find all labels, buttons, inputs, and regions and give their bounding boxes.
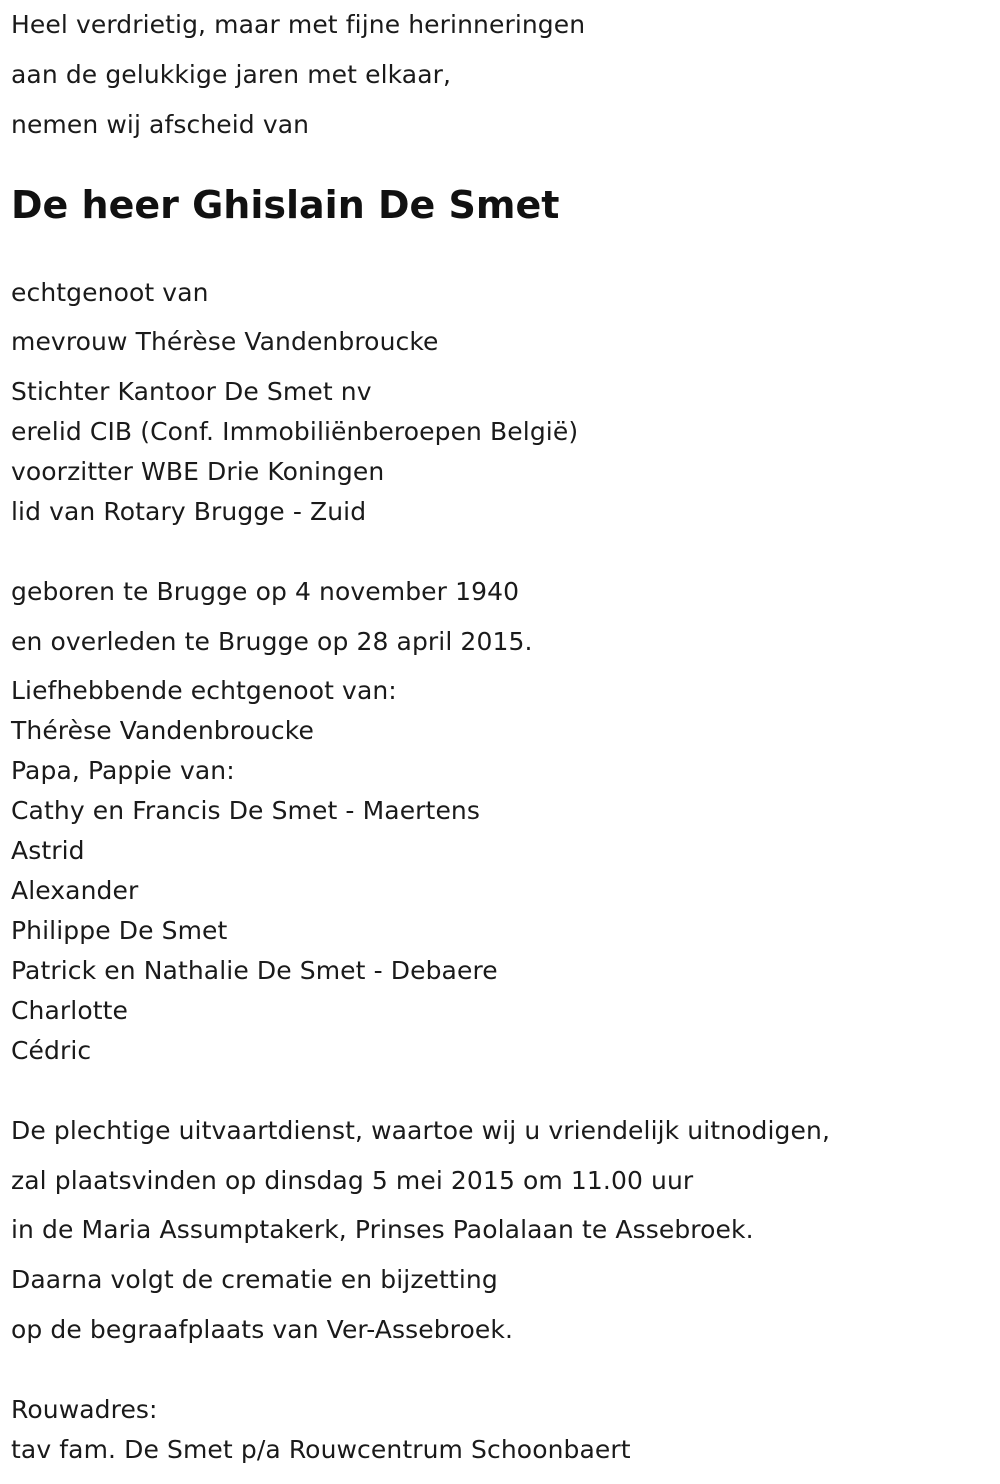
deceased-name: De heer Ghislain De Smet bbox=[11, 183, 560, 227]
family-line: Astrid bbox=[11, 836, 85, 865]
title-line: Stichter Kantoor De Smet nv bbox=[11, 377, 372, 406]
family-line: Patrick en Nathalie De Smet - Debaere bbox=[11, 956, 498, 985]
address-label: Rouwadres: bbox=[11, 1395, 158, 1424]
intro-line: Heel verdrietig, maar met fijne herinneringen bbox=[11, 10, 586, 39]
spouse-line: echtgenoot van bbox=[11, 278, 209, 307]
family-line: Papa, Pappie van: bbox=[11, 756, 235, 785]
service-line: Daarna volgt de crematie en bijzetting bbox=[11, 1265, 498, 1294]
family-line: Cédric bbox=[11, 1036, 92, 1065]
family-line: Philippe De Smet bbox=[11, 916, 228, 945]
intro-line: nemen wij afscheid van bbox=[11, 110, 310, 139]
death-line: en overleden te Brugge op 28 april 2015. bbox=[11, 627, 533, 656]
address-line: tav fam. De Smet p/a Rouwcentrum Schoonbaert bbox=[11, 1435, 631, 1464]
spouse-line: mevrouw Thérèse Vandenbroucke bbox=[11, 327, 439, 356]
family-line: Liefhebbende echtgenoot van: bbox=[11, 676, 397, 705]
family-line: Cathy en Francis De Smet - Maertens bbox=[11, 796, 481, 825]
service-line: zal plaatsvinden op dinsdag 5 mei 2015 om 11.00 uur bbox=[11, 1166, 694, 1195]
family-line: Thérèse Vandenbroucke bbox=[11, 716, 314, 745]
intro-line: aan de gelukkige jaren met elkaar, bbox=[11, 60, 452, 89]
title-line: voorzitter WBE Drie Koningen bbox=[11, 457, 385, 486]
service-line: op de begraafplaats van Ver-Assebroek. bbox=[11, 1315, 514, 1344]
family-line: Charlotte bbox=[11, 996, 129, 1025]
service-line: in de Maria Assumptakerk, Prinses Paolalaan te Assebroek. bbox=[11, 1215, 754, 1244]
service-line: De plechtige uitvaartdienst, waartoe wij u vriendelijk uitnodigen, bbox=[11, 1116, 830, 1145]
title-line: lid van Rotary Brugge - Zuid bbox=[11, 497, 367, 526]
birth-line: geboren te Brugge op 4 november 1940 bbox=[11, 577, 520, 606]
family-line: Alexander bbox=[11, 876, 139, 905]
title-line: erelid CIB (Conf. Immobiliënberoepen België) bbox=[11, 417, 579, 446]
